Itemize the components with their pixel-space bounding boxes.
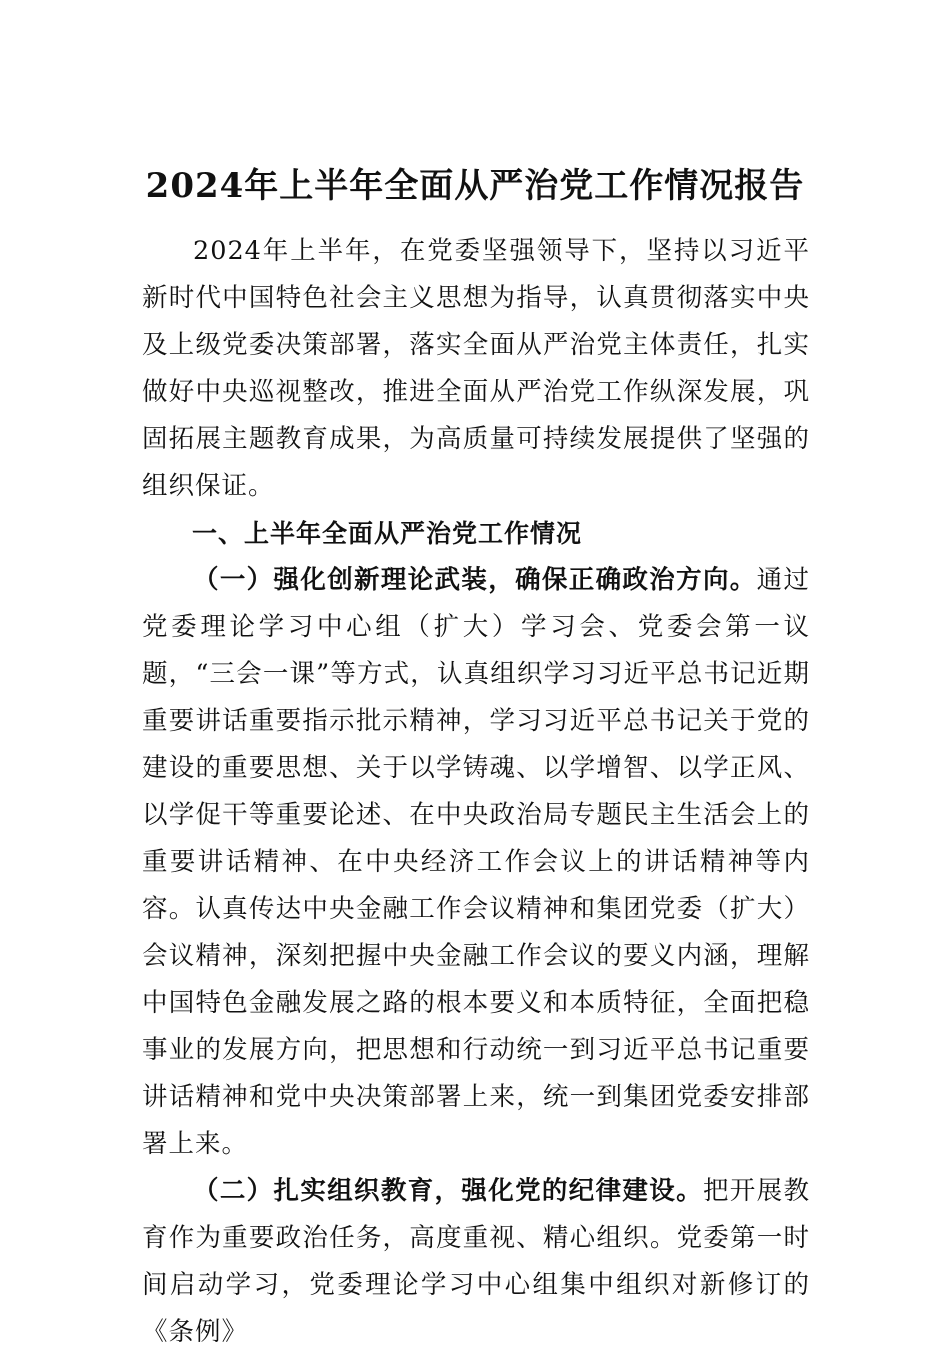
intro-paragraph: 2024年上半年，在党委坚强领导下，坚持以习近平新时代中国特色社会主义思想为指导，认真贯彻落实中央及上级党委决策部署，落实全面从严治党主体责任，扎实做好中央巡视整改，推进全面从严治党工作纵深发展，巩固拓展主题教育成果，为高质量可持续发展提供了坚强的组织保证。: [142, 236, 810, 501]
section-item-2-lead: （二）扎实组织教育，强化党的纪律建设。: [193, 1176, 703, 1206]
section-item-1-text: 通过党委理论学习中心组（扩大）学习会、党委会第一议题，“三会一课”等方式，认真组织学习习近平总书记近期重要讲话重要指示批示精神，学习习近平总书记关于党的建设的重要思想、关于以学铸魂、以学增智、以学正风、以学促干等重要论述、在中央政治局专题民主生活会上的重要讲话精神、在中央经济工作会议上的讲话精神等内容。认真传达中央金融工作会议精神和集团党委（扩大）会议精神，深刻把握中央金融工作会议的要义内涵，理解中国特色金融发展之路的根本要义和本质特征，全面把稳事业的发展方向，把思想和行动统一到习近平总书记重要讲话精神和党中央决策部署上来，统一到集团党委安排部署上来。: [142, 565, 810, 1159]
section-item-1: [142, 557, 810, 1168]
section-item-2: [142, 1168, 810, 1356]
section-heading: 一、上半年全面从严治党工作情况: [192, 519, 583, 548]
section-item-2-text: 把开展教育作为重要政治任务，高度重视、精心组织。党委第一时间启动学习，党委理论学习中心组集中组织对新修订的《条例》: [142, 1176, 810, 1347]
section-item-1-lead: （一）强化创新理论武装，确保正确政治方向。: [193, 565, 757, 595]
document-title: 2024年上半年全面从严治党工作情况报告: [145, 166, 805, 206]
document-body: [142, 228, 810, 1356]
